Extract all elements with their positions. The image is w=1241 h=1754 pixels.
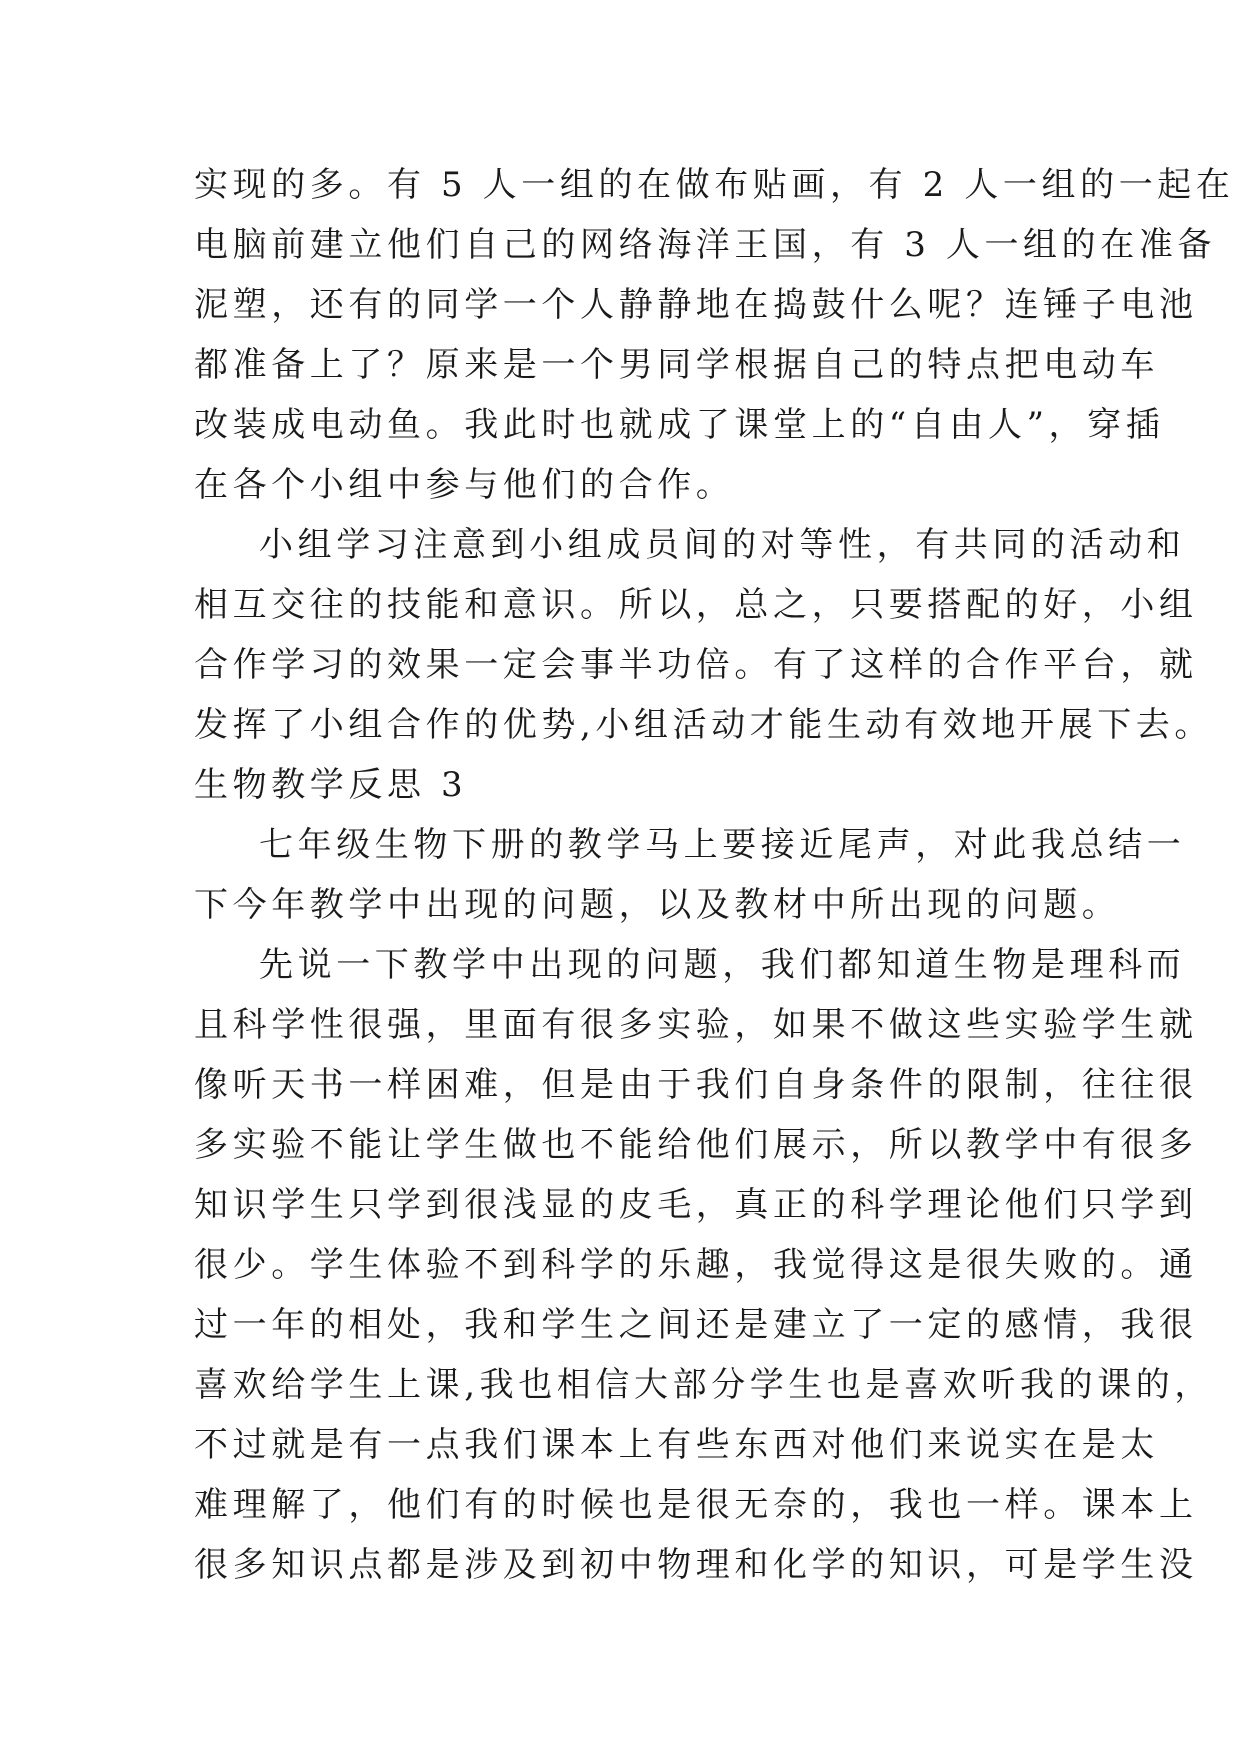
text-line: 改装成电动鱼。我此时也就成了课堂上的“自由人”，穿插 bbox=[194, 405, 1165, 445]
text-line: 喜欢给学生上课,我也相信大部分学生也是喜欢听我的课的， bbox=[194, 1365, 1214, 1405]
text-line: 实现的多。有 5 人一组的在做布贴画，有 2 人一组的一起在 bbox=[194, 165, 1235, 205]
text-line: 难理解了，他们有的时候也是很无奈的，我也一样。课本上 bbox=[194, 1485, 1198, 1525]
text-line: 很多知识点都是涉及到初中物理和化学的知识，可是学生没 bbox=[194, 1545, 1198, 1585]
text-line: 像听天书一样困难，但是由于我们自身条件的限制，往往很 bbox=[194, 1065, 1198, 1105]
text-line: 在各个小组中参与他们的合作。 bbox=[194, 465, 735, 505]
text-line: 很少。学生体验不到科学的乐趣，我觉得这是很失败的。通 bbox=[194, 1245, 1198, 1285]
text-line: 泥塑，还有的同学一个人静静地在捣鼓什么呢？连锤子电池 bbox=[194, 285, 1198, 325]
text-line: 多实验不能让学生做也不能给他们展示，所以教学中有很多 bbox=[194, 1125, 1198, 1165]
text-line: 合作学习的效果一定会事半功倍。有了这样的合作平台，就 bbox=[194, 645, 1198, 685]
text-line: 七年级生物下册的教学马上要接近尾声，对此我总结一 bbox=[259, 825, 1186, 865]
text-line: 且科学性很强，里面有很多实验，如果不做这些实验学生就 bbox=[194, 1005, 1198, 1045]
text-line: 先说一下教学中出现的问题，我们都知道生物是理科而 bbox=[259, 945, 1186, 985]
text-line: 发挥了小组合作的优势,小组活动才能生动有效地开展下去。 bbox=[194, 705, 1214, 745]
text-line: 下今年教学中出现的问题，以及教材中所出现的问题。 bbox=[194, 885, 1121, 925]
text-line: 过一年的相处，我和学生之间还是建立了一定的感情，我很 bbox=[194, 1305, 1198, 1345]
text-line: 小组学习注意到小组成员间的对等性，有共同的活动和 bbox=[259, 525, 1186, 565]
text-line: 电脑前建立他们自己的网络海洋王国，有 3 人一组的在准备 bbox=[194, 225, 1217, 265]
text-line: 都准备上了？原来是一个男同学根据自己的特点把电动车 bbox=[194, 345, 1159, 385]
text-line: 知识学生只学到很浅显的皮毛，真正的科学理论他们只学到 bbox=[194, 1185, 1198, 1225]
text-line: 相互交往的技能和意识。所以，总之，只要搭配的好，小组 bbox=[194, 585, 1198, 625]
section-heading: 生物教学反思 3 bbox=[194, 765, 468, 805]
text-line: 不过就是有一点我们课本上有些东西对他们来说实在是太 bbox=[194, 1425, 1159, 1465]
